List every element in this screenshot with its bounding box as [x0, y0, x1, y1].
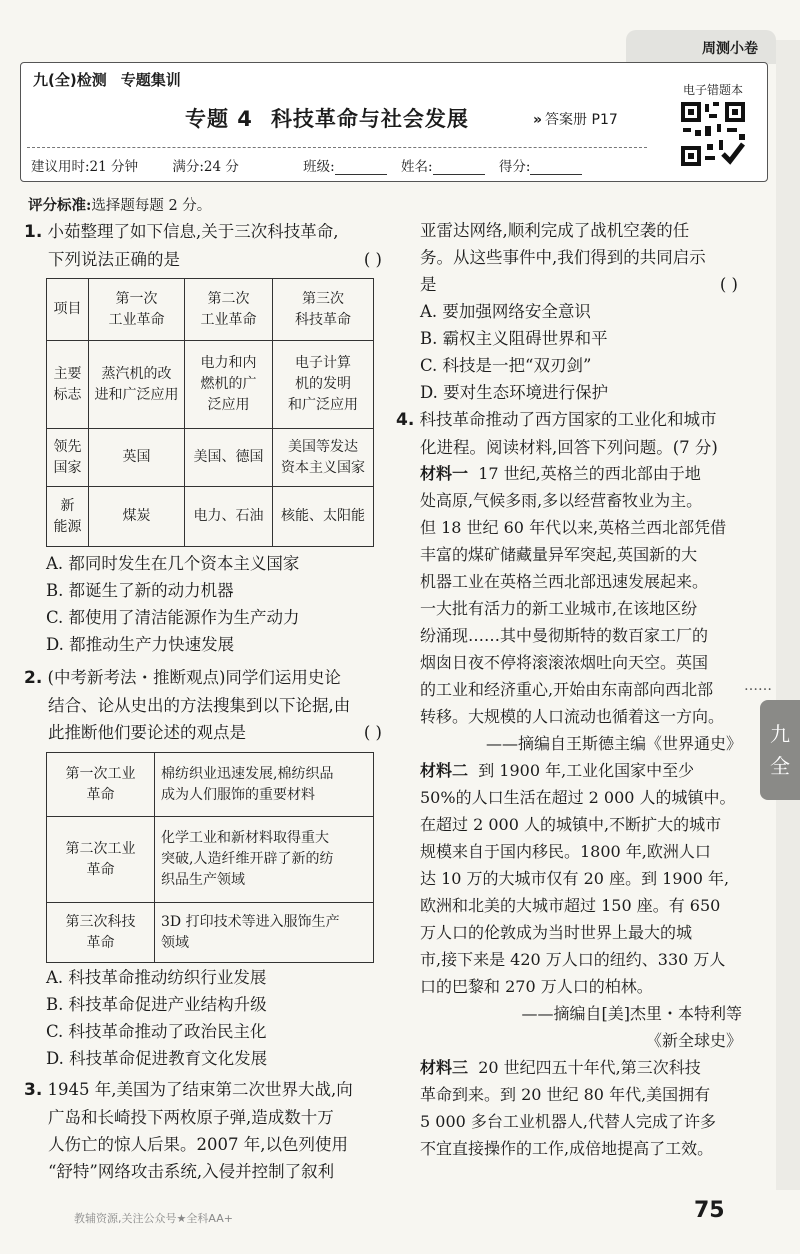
material-3-label: 材料三: [420, 1058, 469, 1077]
material-line: 丰富的煤矿储藏量异军突起,英国新的大: [420, 545, 698, 564]
grading-text: 选择题每题 2 分。: [91, 198, 212, 214]
material-1-label: 材料一: [420, 464, 469, 483]
q4-line1: 科技革命推动了西方国家的工业化和城市: [419, 410, 717, 429]
cell-line: 领先: [53, 438, 82, 455]
header-line: 工业革命: [108, 311, 165, 328]
table-cell: [273, 341, 374, 429]
table-cell: [47, 429, 89, 487]
cell-line: 突破,人造纤维开辟了新的纺: [161, 851, 334, 867]
q2-table: [46, 752, 374, 963]
q2-answer-blank[interactable]: ( ): [363, 723, 382, 742]
option-b[interactable]: B. 都诞生了新的动力机器: [46, 581, 234, 600]
option-c[interactable]: C. 都使用了清洁能源作为生产动力: [46, 608, 300, 627]
option-a[interactable]: A. 都同时发生在几个资本主义国家: [46, 554, 300, 573]
topic-name: 科技革命与社会发展: [270, 107, 469, 131]
qr-label: 电子错题本: [682, 83, 743, 97]
double-chevron-right-icon: »: [533, 112, 543, 128]
table-cell: [47, 487, 89, 547]
material-line: 转移。大规模的人口流动也循着这一方向。: [420, 707, 725, 726]
material-line: 但 18 世纪 60 年代以来,英格兰西北部凭借: [420, 518, 727, 537]
qr-code-icon[interactable]: [679, 100, 747, 168]
series-label: [33, 69, 181, 90]
cell-line: 织品生产领域: [161, 872, 245, 888]
option-d[interactable]: D. 都推动生产力快速发展: [46, 635, 235, 654]
name-field[interactable]: [433, 174, 485, 175]
q3-line: “舒特”网络攻击系统,入侵并控制了叙利: [48, 1162, 335, 1181]
q2-line3: 此推断他们要论述的观点是: [48, 723, 246, 742]
table-cell: 美国、德国: [185, 429, 273, 487]
table-header: [273, 279, 374, 341]
table-row: [47, 817, 374, 903]
table-cell: [47, 753, 155, 817]
material-line: 烟囱日夜不停将滚滚浓烟吐向天空。英国: [420, 653, 709, 672]
material-line: 不宜直接操作的工作,成倍地提高了工效。: [420, 1139, 714, 1158]
material-line: 市,接下来是 420 万人口的纽约、330 万人: [420, 950, 726, 969]
table-cell: 核能、太阳能: [273, 487, 374, 547]
q1-line1: 小茹整理了如下信息,关于三次科技革命,: [47, 222, 339, 241]
info-row: [31, 155, 592, 175]
option-d[interactable]: D. 科技革命促进教育文化发展: [46, 1049, 268, 1068]
series-name: 九(全)检测: [33, 71, 107, 89]
tab-leader-dots: ……: [744, 678, 772, 694]
table-cell: [155, 903, 374, 963]
cell-line: 革命: [86, 861, 115, 878]
table-cell: [155, 817, 374, 903]
table-row: [47, 487, 374, 547]
q3-line: 人伤亡的惊人后果。2007 年,以色列使用: [48, 1135, 348, 1154]
page-edge: [776, 40, 800, 1190]
material-line: 达 10 万的大城市仅有 20 座。到 1900 年,: [420, 869, 730, 888]
material-line: 50%的人口生活在超过 2 000 人的城镇中。: [420, 788, 736, 807]
table-cell: [273, 429, 374, 487]
header-line: 第一次: [115, 290, 158, 307]
cell-line: 成为人们服饰的重要材料: [161, 786, 315, 803]
q2-line1: (中考新考法・推断观点)同学们运用史论: [47, 668, 341, 687]
material-line: 规模来自于国内移民。1800 年,欧洲人口: [420, 842, 711, 861]
topic-title: [185, 103, 469, 133]
q3-line: 亚雷达网络,顺利完成了战机空袭的任: [420, 221, 690, 240]
table-row: [47, 753, 374, 817]
cell-line: 美国等发达: [288, 438, 358, 455]
q3-line: 广岛和长崎投下两枚原子弹,造成数十万: [48, 1108, 334, 1127]
cell-line: 进和广泛应用: [94, 386, 179, 403]
q3-line: 务。从这些事件中,我们得到的共同启示: [420, 248, 706, 267]
q1-line2: 下列说法正确的是: [48, 250, 180, 269]
material-line: 欧洲和北美的大城市超过 150 座。有 650: [420, 896, 721, 915]
side-tab: [760, 700, 800, 800]
q4-materials: [420, 460, 742, 1162]
cell-line: 和广泛应用: [288, 397, 358, 413]
material-line: 处高原,气候多雨,多以经营畜牧业为主。: [420, 491, 703, 510]
page-number: 75: [694, 1198, 725, 1223]
side-tab-char: 九: [770, 722, 790, 746]
option-c[interactable]: C. 科技是一把“双刃剑”: [420, 356, 592, 375]
q2-stem: [24, 664, 382, 746]
table-cell: [47, 341, 89, 429]
q1-options: [46, 550, 300, 658]
table-row: [47, 429, 374, 487]
table-cell: [155, 753, 374, 817]
score-label: 得分:: [498, 159, 531, 175]
cell-line: 第三次科技: [65, 913, 136, 930]
full-score: 满分:24 分: [172, 159, 239, 175]
q1-table: [46, 278, 374, 547]
material-line: 的工业和经济重心,开始由东南部向西北部: [420, 680, 714, 699]
material-line: 机器工业在英格兰西北部迅速发展起来。: [420, 572, 709, 591]
option-b[interactable]: B. 霸权主义阻碍世界和平: [420, 329, 608, 348]
material-1-source: ——摘编自王斯德主编《世界通史》: [485, 734, 742, 753]
cell-line: 主要: [53, 365, 82, 382]
table-cell: 煤炭: [89, 487, 185, 547]
option-b[interactable]: B. 科技革命促进产业结构升级: [46, 995, 267, 1014]
material-line: 17 世纪,英格兰的西北部由于地: [478, 464, 701, 483]
option-a[interactable]: A. 要加强网络安全意识: [420, 302, 591, 321]
cell-line: 革命: [86, 934, 115, 951]
grading-standard: [28, 192, 211, 220]
name-label: 姓名:: [401, 159, 433, 175]
header-line: 工业革命: [200, 311, 257, 328]
material-line: 口的巴黎和 270 万人口的柏林。: [420, 977, 653, 996]
table-header: [89, 279, 185, 341]
side-tab-char: 全: [770, 754, 790, 778]
cell-line: 电力和内: [200, 355, 257, 371]
dashed-divider: [27, 147, 647, 148]
q2-number: 2.: [24, 668, 43, 688]
class-label: 班级:: [303, 159, 335, 175]
material-2-label: 材料二: [420, 761, 469, 780]
q2-line2: 结合、论从史出的方法搜集到以下论据,由: [48, 696, 351, 715]
class-field[interactable]: [335, 174, 387, 175]
table-row: [47, 903, 374, 963]
table-header: 项目: [47, 279, 89, 341]
suggested-time: 建议用时:21 分钟: [31, 159, 139, 175]
cell-line: 3D 打印技术等进入服饰生产: [161, 913, 340, 930]
cell-line: 新: [60, 497, 75, 514]
material-2-source: ——摘编自[美]杰里・本特利等: [521, 1004, 742, 1023]
cell-line: 蒸汽机的改: [101, 365, 172, 382]
cell-line: 领域: [161, 934, 189, 951]
q3-line: 是: [420, 275, 437, 294]
header-line: 科技革命: [295, 311, 351, 328]
answer-reference: [533, 109, 618, 129]
top-tab-label: 周测小卷: [702, 41, 758, 57]
material-line: 到 1900 年,工业化国家中至少: [478, 761, 695, 780]
option-c[interactable]: C. 科技革命推动了政治民主化: [46, 1022, 267, 1041]
material-line: 万人口的伦敦成为当时世界上最大的城: [420, 923, 693, 942]
answer-ref-text: 答案册 P17: [545, 112, 618, 128]
table-cell: 英国: [89, 429, 185, 487]
cell-line: 第二次工业: [65, 840, 136, 857]
topic-number: 专题 4: [185, 107, 253, 131]
q3-number: 3.: [24, 1080, 43, 1100]
table-row: [47, 341, 374, 429]
material-line: 20 世纪四五十年代,第三次科技: [478, 1058, 701, 1077]
q4-number: 4.: [396, 410, 415, 430]
table-cell: [185, 341, 273, 429]
q1-stem: [24, 218, 382, 273]
score-field[interactable]: [530, 174, 582, 175]
cell-line: 资本主义国家: [281, 459, 365, 476]
material-line: 5 000 多台工业机器人,代替人完成了许多: [420, 1112, 716, 1131]
header-line: 第三次: [302, 290, 344, 307]
header-box: [20, 62, 768, 182]
cell-line: 标志: [53, 386, 82, 403]
top-tab: [626, 30, 776, 64]
material-line: 一大批有活力的新工业城市,在该地区纷: [420, 599, 698, 618]
cell-line: 第一次工业: [65, 765, 136, 782]
option-d[interactable]: D. 要对生态环境进行保护: [420, 383, 609, 402]
footer-note: 教辅资源,关注公众号★全科AA+: [74, 1212, 233, 1225]
option-a[interactable]: A. 科技革命推动纺织行业发展: [46, 968, 267, 987]
cell-line: 国家: [53, 459, 82, 476]
q3-answer-blank[interactable]: ( ): [719, 275, 738, 294]
q3-stem-left: [24, 1076, 353, 1185]
q1-number: 1.: [24, 222, 43, 242]
material-2-source-book: 《新全球史》: [645, 1031, 742, 1050]
cell-line: 棉纺织业迅速发展,棉纺织品: [161, 765, 334, 782]
cell-line: 电子计算: [295, 355, 351, 371]
qr-block: [669, 81, 757, 177]
cell-line: 能源: [53, 518, 82, 535]
table-cell: [47, 903, 155, 963]
table-cell: 电力、石油: [185, 487, 273, 547]
q3-stem-right: [420, 217, 738, 406]
q1-answer-blank[interactable]: ( ): [363, 250, 382, 269]
table-cell: [89, 341, 185, 429]
q4-line2: 化进程。阅读材料,回答下列问题。(7 分): [420, 438, 718, 457]
q4-stem: [396, 406, 718, 461]
grading-label: 评分标准:: [28, 197, 92, 214]
cell-line: 机的发明: [295, 376, 351, 392]
q2-options: [46, 964, 267, 1072]
header-line: 第二次: [207, 290, 250, 307]
cell-line: 化学工业和新材料取得重大: [161, 830, 329, 846]
table-row: [47, 279, 374, 341]
material-line: 革命到来。到 20 世纪 80 年代,美国拥有: [420, 1085, 711, 1104]
q3-line: 1945 年,美国为了结束第二次世界大战,向: [47, 1080, 353, 1099]
material-line: 在超过 2 000 人的城镇中,不断扩大的城市: [420, 815, 722, 834]
collection-name: 专题集训: [120, 71, 181, 89]
material-line: 纷涌现……其中曼彻斯特的数百家工厂的: [420, 626, 709, 645]
cell-line: 革命: [86, 786, 115, 803]
cell-line: 燃机的广: [200, 376, 257, 392]
cell-line: 泛应用: [207, 397, 250, 413]
table-header: [185, 279, 273, 341]
table-cell: [47, 817, 155, 903]
